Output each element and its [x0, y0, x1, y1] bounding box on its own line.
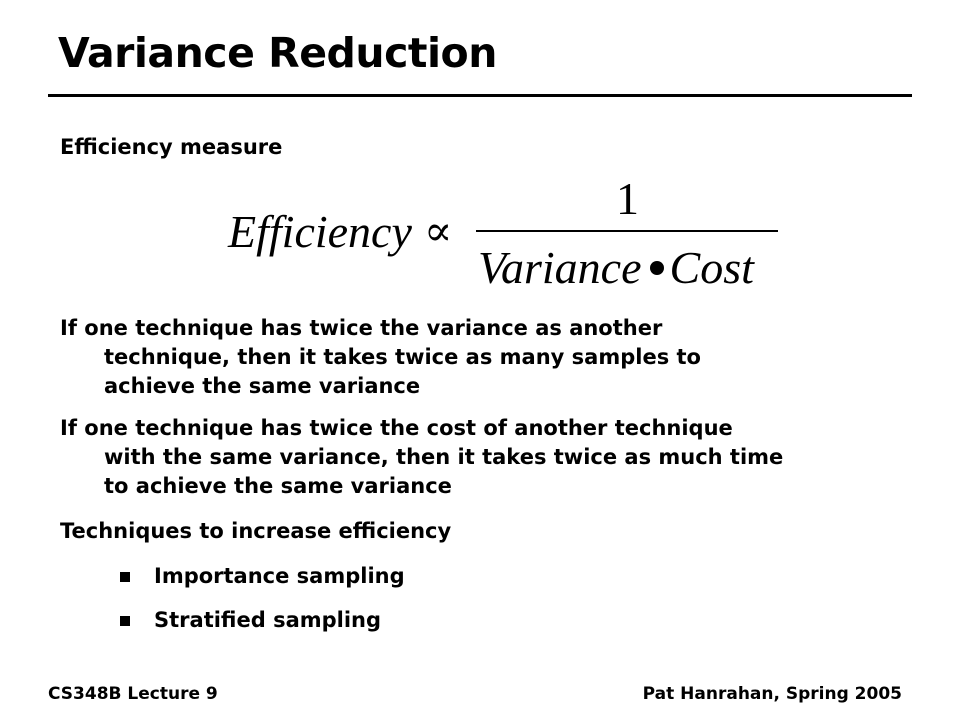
paragraph-line: technique, then it takes twice as many samples to	[104, 345, 701, 369]
footer-course: CS348B Lecture 9	[48, 684, 218, 704]
dot-operator-icon	[650, 261, 664, 275]
list-item-label: Stratified sampling	[154, 608, 382, 632]
paragraph-line: If one technique has twice the cost of another technique	[60, 416, 733, 440]
square-bullet-icon	[120, 572, 130, 582]
section-heading-techniques: Techniques to increase efficiency	[60, 519, 452, 543]
slide-title: Variance Reduction	[58, 29, 497, 77]
paragraph-line: If one technique has twice the variance as another	[60, 316, 663, 340]
paragraph-variance	[60, 314, 910, 401]
formula-lhs: Efficiency	[228, 206, 412, 257]
square-bullet-icon	[120, 616, 130, 626]
efficiency-formula	[228, 168, 788, 298]
formula-denominator	[478, 242, 754, 294]
section-heading-efficiency-measure: Efficiency measure	[60, 135, 283, 159]
paragraph-line: with the same variance, then it takes twice as much time	[104, 445, 784, 469]
paragraph-cost	[60, 414, 910, 501]
paragraph-line: achieve the same variance	[104, 374, 421, 398]
list-item	[120, 563, 405, 589]
list-item-label: Importance sampling	[154, 564, 405, 588]
list-item	[120, 607, 381, 633]
footer-author: Pat Hanrahan, Spring 2005	[642, 684, 902, 704]
paragraph-line: to achieve the same variance	[104, 474, 452, 498]
proportional-symbol: ∝	[424, 209, 453, 255]
title-divider	[48, 94, 912, 97]
denominator-variance: Variance	[478, 242, 642, 293]
formula-numerator: 1	[616, 173, 639, 224]
denominator-cost: Cost	[669, 242, 754, 293]
fraction-bar	[476, 230, 778, 232]
